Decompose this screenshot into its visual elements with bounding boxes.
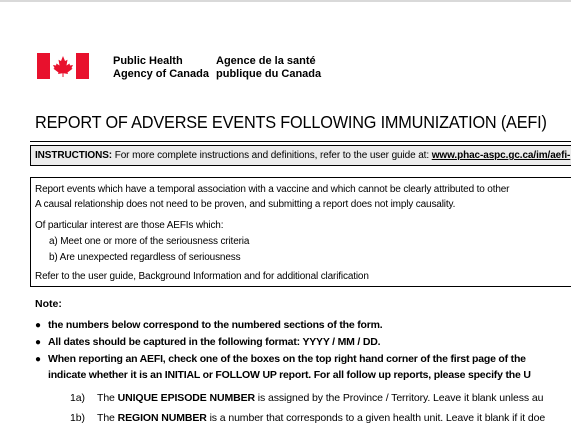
note-1a-text <box>97 392 543 404</box>
user-guide-link[interactable]: www.phac-aspc.gc.ca/im/aefi- <box>431 150 571 161</box>
criteria-line-2: A causal relationship does not need to be proven, and submitting a report does not imply causality. <box>35 199 456 210</box>
reporting-criteria-box <box>30 177 571 287</box>
agency-name-french <box>216 55 321 81</box>
note-bullet-2: All dates should be captured in the following format: YYYY / MM / DD. <box>48 336 381 348</box>
agency-fr-line1: Agence de la santé <box>216 55 316 67</box>
instructions-text: For more complete instructions and definitions, refer to the user guide at: <box>112 150 432 161</box>
note-1a-bold: UNIQUE EPISODE NUMBER <box>117 392 255 404</box>
criteria-item-b: b) Are unexpected regardless of seriousness <box>49 252 241 263</box>
instructions-label: INSTRUCTIONS: <box>35 150 113 161</box>
note-bullet-1: the numbers below correspond to the numbered sections of the form. <box>48 319 383 331</box>
note-bullet-3-line-1: When reporting an AEFI, check one of the boxes on the top right hand corner of the first page of the <box>48 353 526 365</box>
agency-fr-line2: publique du Canada <box>216 68 322 80</box>
note-1b-bold: REGION NUMBER <box>117 412 207 424</box>
agency-en-line2: Agency of Canada <box>113 68 209 80</box>
criteria-line-1: Report events which have a temporal association with a vaccine and which cannot be clearly attributed to other <box>35 184 510 195</box>
note-heading: Note: <box>35 298 62 310</box>
bullet-dot-icon: ● <box>35 337 42 348</box>
note-1a-number: 1a) <box>70 392 85 404</box>
page-title: REPORT OF ADVERSE EVENTS FOLLOWING IMMUNIZATION (AEFI) <box>35 112 547 132</box>
note-1b-text <box>97 412 545 424</box>
bullet-dot-icon: ● <box>35 354 42 365</box>
note-1a-post: is assigned by the Province / Territory. Leave it blank unless au <box>254 392 544 404</box>
canada-flag-icon <box>37 53 89 79</box>
criteria-line-3: Of particular interest are those AEFIs which: <box>35 220 224 231</box>
instructions-box <box>30 145 571 166</box>
agency-en-line1: Public Health <box>113 55 183 67</box>
instructions-line <box>35 150 570 161</box>
note-1b-post: is a number that corresponds to a given health unit. Leave it blank if it doe <box>206 412 546 424</box>
agency-name-english <box>113 55 209 81</box>
bullet-dot-icon: ● <box>35 320 42 331</box>
page-top-edge <box>0 0 571 2</box>
title-divider <box>30 141 571 142</box>
note-1a-pre: The <box>97 392 118 404</box>
note-bullet-3-line-2: indicate whether it is an INITIAL or FOLLOW UP report. For all follow up reports, please specify the U <box>48 369 531 381</box>
criteria-line-4: Refer to the user guide, Background Information and for additional clarification <box>35 271 369 282</box>
note-1b-pre: The <box>97 412 118 424</box>
note-1b-number: 1b) <box>70 412 85 424</box>
criteria-item-a: a) Meet one or more of the seriousness criteria <box>49 236 250 247</box>
